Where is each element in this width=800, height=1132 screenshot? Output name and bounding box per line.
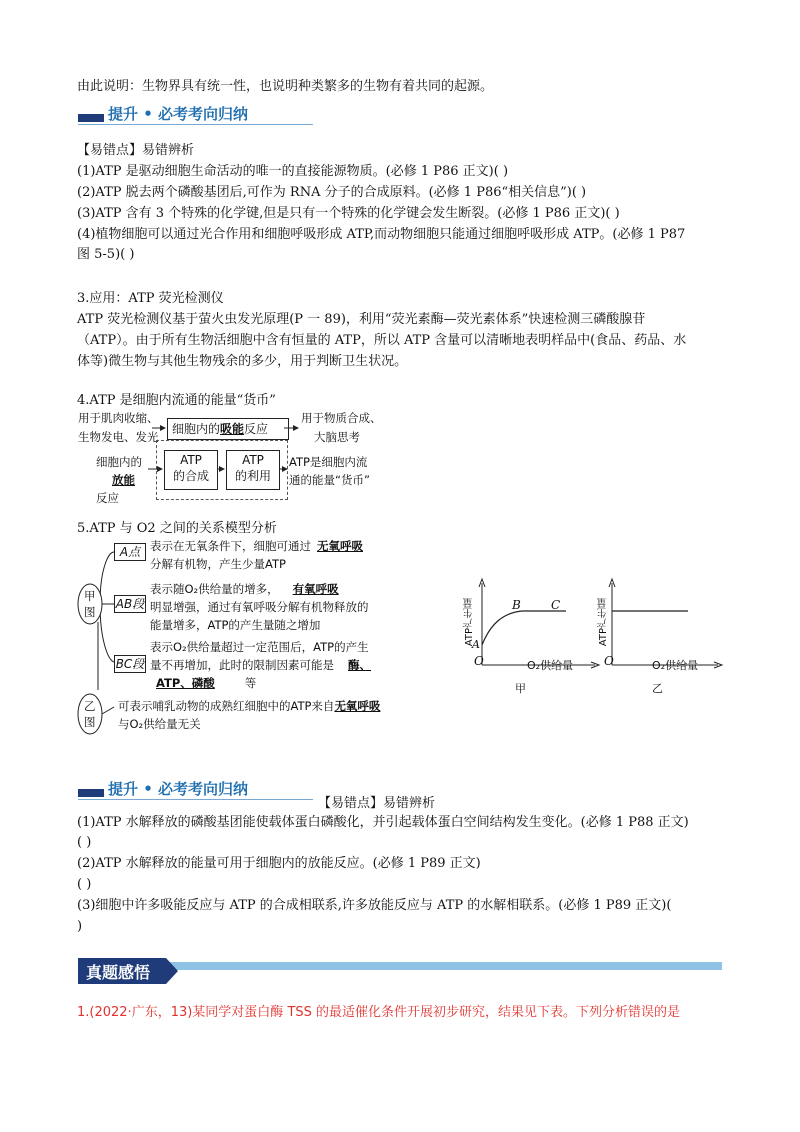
graph-jia-point-b: B <box>512 598 521 612</box>
yi-text-2: 与O₂供给量无关 <box>118 717 201 731</box>
error-point-label-2: 【易错点】易错辨析 <box>318 796 436 811</box>
graph-yi-xlabel: O₂供给量 <box>652 659 699 672</box>
diagram-label-synthesis: 用于物质合成、 <box>301 411 382 425</box>
atp-synthesis-line-1: ATP <box>180 453 202 467</box>
heading-text-2: 提升 • 必考考向归纳 <box>108 780 249 798</box>
yi-text-1 <box>118 698 380 714</box>
segment-ab-text-1 <box>150 581 353 597</box>
atp-use-line-1: ATP <box>242 453 264 467</box>
error-item-2: (2)ATP 脱去两个磷酸基团后,可作为 RNA 分子的合成原料。(必修 1 P86“相关信息”)( ) <box>77 185 587 200</box>
atp-synthesis-line-2: 的合成 <box>172 469 209 483</box>
diagram-label-exergonic-1: 细胞内的 <box>96 455 142 469</box>
currency-title: 4.ATP 是细胞内流通的能量“货币” <box>77 393 276 408</box>
error2-item-3-blank: ) <box>77 919 83 934</box>
segment-bc-text-3 <box>150 675 256 691</box>
heading-bar-2 <box>78 789 104 797</box>
graph-yi-caption: 乙 <box>652 682 663 695</box>
atp-use-line-2: 的利用 <box>234 469 271 483</box>
diagram-label-exergonic-blank: 放能 <box>112 473 135 487</box>
application-title: 3.应用：ATP 荧光检测仪 <box>77 291 224 306</box>
graph-jia-caption: 甲 <box>515 682 526 695</box>
application-line-2: （ATP）。由于所有生物活细胞中含有恒量的 ATP，所以 ATP 含量可以清晰地表明样品中(食品、药品、水 <box>77 333 687 348</box>
error2-item-1: (1)ATP 水解释放的磷酸基团能使载体蛋白磷酸化，并引起载体蛋白空间结构发生变化。(必修 1 P88 正文) <box>77 815 689 830</box>
graph-yi-ylabel: ATP产生量 <box>598 598 609 647</box>
graph-jia-curve <box>482 611 566 645</box>
heading-rule-2 <box>78 799 313 800</box>
point-a-text-1 <box>150 538 369 554</box>
error2-item-2-blank: ( ) <box>77 877 92 892</box>
segment-ab-text-3: 能量增多，ATP的产生量随之增加 <box>150 618 321 632</box>
endergonic-text-2: 反应 <box>244 422 269 436</box>
segment-bc-text-2 <box>150 657 371 673</box>
error-point-label-1: 【易错点】易错辨析 <box>77 143 195 158</box>
point-a-text-2: 分解有机物，产生少量ATP <box>150 557 286 571</box>
error2-item-2: (2)ATP 水解释放的能量可用于细胞内的放能反应。(必修 1 P89 正文) <box>77 856 481 871</box>
exam-question-1: 1.(2022·广东，13)某同学对蛋白酶 TSS 的最适催化条件开展初步研究，结果见下表。下列分析错误的是 <box>77 1005 681 1020</box>
segment-ab-text-2: 明显增强，通过有氧呼吸分解有机物释放的 <box>150 600 369 614</box>
yi-blank: 无氧呼吸 <box>334 699 381 713</box>
point-a-label: A点 <box>114 543 146 561</box>
segment-bc-text-1: 表示O₂供给量超过一定范围后，ATP的产生 <box>150 640 369 654</box>
yi-text-1a: 可表示哺乳动物的成熟红细胞中的ATP来自 <box>118 699 335 713</box>
graph-jia-point-a: A <box>472 638 480 651</box>
error-item-3: (3)ATP 含有 3 个特殊的化学键,但是只有一个特殊的化学键会发生断裂。(必修 1 P86 正文)( ) <box>77 206 620 221</box>
error2-item-3: (3)细胞中许多吸能反应与 ATP 的合成相联系,许多放能反应与 ATP 的水解相联系。(必修 1 P89 正文)( <box>77 898 672 913</box>
graph-jia-point-c: C <box>551 598 561 612</box>
graph-yi <box>590 575 740 695</box>
banner-text: 真题感悟 <box>86 963 151 982</box>
segment-bc-blank: 酶、 <box>348 658 371 672</box>
error-item-4: (4)植物细胞可以通过光合作用和细胞呼吸形成 ATP,而动物细胞只能通过细胞呼吸形成 ATP。(必修 1 P87 <box>77 227 686 242</box>
application-line-1: ATP 荧光检测仪基于萤火虫发光原理(P 一 89)，利用“荧光素酶—荧光素体系”快速检测三磷酸腺苷 <box>77 312 646 327</box>
segment-bc-text-3a: ATP、磷酸 <box>156 676 215 690</box>
segment-ab-blank: 有氧呼吸 <box>292 582 339 596</box>
graph-yi-origin: O <box>604 654 614 668</box>
o2-title: 5.ATP 与 O2 之间的关系模型分析 <box>77 521 277 536</box>
diagram-label-exergonic-3: 反应 <box>96 491 119 505</box>
point-a-blank: 无氧呼吸 <box>317 539 363 553</box>
diagram-label-brain: 大脑思考 <box>314 430 360 444</box>
error-item-1: (1)ATP 是驱动细胞生命活动的唯一的直接能源物质。(必修 1 P86 正文)( ) <box>77 164 509 179</box>
graph-jia-origin: O <box>474 654 484 668</box>
segment-bc-label: BC段 <box>115 657 145 671</box>
diagram-label-muscle: 用于肌肉收缩、 <box>78 411 159 425</box>
diagram-result-2: 通的能量“货币” <box>289 473 370 487</box>
segment-ab-label: AB段 <box>115 597 145 611</box>
graph-jia-xlabel: O₂供给量 <box>527 659 574 672</box>
endergonic-blank: 吸能 <box>220 422 245 436</box>
section-heading-2 <box>78 778 313 800</box>
graph-jia-ylabel: ATP产生量 <box>464 598 475 647</box>
graph-jia <box>460 575 610 695</box>
diagram-result-1: ATP是细胞内流 <box>289 455 368 469</box>
segment-bc-text-2a: 量不再增加，此时的限制因素可能是 <box>150 658 334 672</box>
point-a-text-1a: 表示在无氧条件下，细胞可通过 <box>150 539 311 553</box>
error-item-4-cont: 图 5-5)( ) <box>77 247 135 262</box>
application-line-3: 体等)微生物与其他生物残余的多少，用于判断卫生状况。 <box>77 354 408 369</box>
segment-bc-text-3b: 等 <box>244 676 257 690</box>
intro-text: 由此说明：生物界具有统一性，也说明种类繁多的生物有着共同的起源。 <box>77 79 494 94</box>
diagram-label-electric: 生物发电、发光 <box>78 430 159 444</box>
error2-item-1-blank: ( ) <box>77 835 92 850</box>
heading-text: 提升 • 必考考向归纳 <box>108 105 249 123</box>
segment-ab-text-1a: 表示随O₂供给量的增多， <box>150 582 279 596</box>
yi-figure-label: 乙图 <box>84 699 96 729</box>
endergonic-text-1: 细胞内的 <box>172 422 221 436</box>
jia-figure-label: 甲图 <box>84 589 96 619</box>
